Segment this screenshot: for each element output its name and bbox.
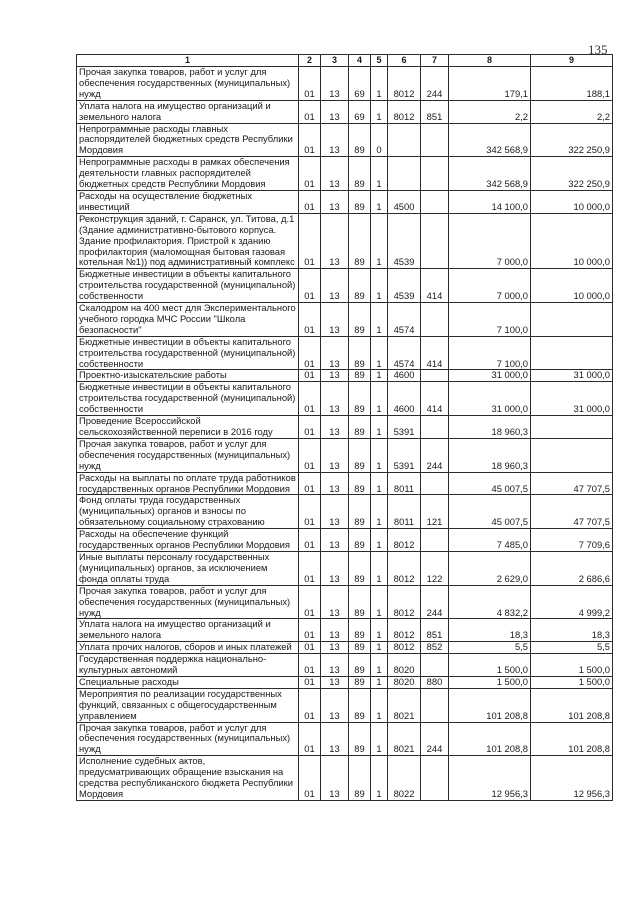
code-cell: 13 — [321, 676, 349, 688]
code-cell: 13 — [321, 213, 349, 269]
row-description: Расходы на обеспечение функций государственных органов Республики Мордовия — [77, 529, 299, 552]
amount-cell — [531, 303, 613, 337]
code-cell: 01 — [299, 67, 321, 101]
header-cell: 5 — [371, 55, 388, 67]
amount-cell: 12 956,3 — [449, 756, 531, 801]
code-cell: 89 — [349, 416, 371, 439]
code-cell: 89 — [349, 722, 371, 756]
code-cell: 4574 — [388, 336, 421, 370]
code-cell: 01 — [299, 269, 321, 303]
code-cell — [421, 756, 449, 801]
table-row — [77, 676, 613, 688]
row-description: Непрограммные расходы в рамках обеспечения деятельности главных распорядителей бюджетных средств Республики Мордовия — [77, 157, 299, 191]
row-description: Прочая закупка товаров, работ и услуг для обеспечения государственных (муниципальных) нужд — [77, 438, 299, 472]
code-cell: 8021 — [388, 722, 421, 756]
code-cell: 89 — [349, 495, 371, 529]
row-description: Проведение Всероссийской сельскохозяйственной переписи в 2016 году — [77, 416, 299, 439]
code-cell: 13 — [321, 722, 349, 756]
table-row — [77, 654, 613, 677]
amount-cell: 5,5 — [531, 642, 613, 654]
code-cell: 121 — [421, 495, 449, 529]
code-cell: 244 — [421, 722, 449, 756]
code-cell: 13 — [321, 370, 349, 382]
amount-cell: 2,2 — [449, 100, 531, 123]
code-cell: 4500 — [388, 190, 421, 213]
code-cell: 1 — [371, 370, 388, 382]
row-description: Прочая закупка товаров, работ и услуг для обеспечения государственных (муниципальных) нужд — [77, 722, 299, 756]
code-cell: 1 — [371, 642, 388, 654]
table-row — [77, 529, 613, 552]
row-description: Реконструкция зданий, г. Саранск, ул. Титова, д.1 (Здание административно-бытового корпуса. Здание профилактория. Пристрой к зданию профилактория (маломощная бытовая газовая котельная №1)) под административный комплекс — [77, 213, 299, 269]
code-cell: 8020 — [388, 676, 421, 688]
amount-cell: 2,2 — [531, 100, 613, 123]
code-cell: 01 — [299, 157, 321, 191]
code-cell: 89 — [349, 676, 371, 688]
table-row — [77, 190, 613, 213]
code-cell: 852 — [421, 642, 449, 654]
code-cell: 1 — [371, 676, 388, 688]
code-cell: 8022 — [388, 756, 421, 801]
code-cell: 13 — [321, 157, 349, 191]
row-description: Скалодром на 400 мест для Экспериментального учебного городка МЧС России "Школа безопасности" — [77, 303, 299, 337]
amount-cell: 10 000,0 — [531, 190, 613, 213]
code-cell: 13 — [321, 756, 349, 801]
table-row — [77, 585, 613, 619]
code-cell: 244 — [421, 438, 449, 472]
row-description: Проектно-изыскательские работы — [77, 370, 299, 382]
code-cell: 01 — [299, 382, 321, 416]
code-cell: 8011 — [388, 495, 421, 529]
table-row — [77, 370, 613, 382]
code-cell: 244 — [421, 585, 449, 619]
code-cell: 13 — [321, 688, 349, 722]
code-cell: 1 — [371, 416, 388, 439]
code-cell: 1 — [371, 722, 388, 756]
table-row — [77, 756, 613, 801]
code-cell: 01 — [299, 495, 321, 529]
code-cell: 01 — [299, 688, 321, 722]
amount-cell: 18,3 — [531, 619, 613, 642]
table-row — [77, 269, 613, 303]
amount-cell — [531, 438, 613, 472]
code-cell — [388, 123, 421, 157]
table-row — [77, 688, 613, 722]
row-description: Бюджетные инвестиции в объекты капитального строительства государственной (муниципальной) собственности — [77, 336, 299, 370]
header-cell: 3 — [321, 55, 349, 67]
code-cell: 89 — [349, 654, 371, 677]
amount-cell: 1 500,0 — [531, 654, 613, 677]
amount-cell: 7 100,0 — [449, 303, 531, 337]
amount-cell: 4 832,2 — [449, 585, 531, 619]
amount-cell: 47 707,5 — [531, 472, 613, 495]
code-cell — [421, 370, 449, 382]
table-row — [77, 213, 613, 269]
table-row — [77, 416, 613, 439]
code-cell: 1 — [371, 495, 388, 529]
code-cell: 851 — [421, 619, 449, 642]
code-cell: 122 — [421, 551, 449, 585]
code-cell: 1 — [371, 619, 388, 642]
header-cell: 8 — [449, 55, 531, 67]
row-description: Прочая закупка товаров, работ и услуг для обеспечения государственных (муниципальных) нужд — [77, 67, 299, 101]
table-row — [77, 303, 613, 337]
amount-cell: 101 208,8 — [531, 722, 613, 756]
amount-cell: 18 960,3 — [449, 438, 531, 472]
row-description: Государственная поддержка национально-культурных автономий — [77, 654, 299, 677]
code-cell: 13 — [321, 382, 349, 416]
code-cell: 5391 — [388, 438, 421, 472]
amount-cell: 31 000,0 — [531, 382, 613, 416]
amount-cell: 188,1 — [531, 67, 613, 101]
code-cell: 89 — [349, 370, 371, 382]
amount-cell: 7 485,0 — [449, 529, 531, 552]
amount-cell: 1 500,0 — [449, 654, 531, 677]
code-cell: 0 — [371, 123, 388, 157]
code-cell: 8020 — [388, 654, 421, 677]
row-description: Бюджетные инвестиции в объекты капитального строительства государственной (муниципальной) собственности — [77, 382, 299, 416]
code-cell: 880 — [421, 676, 449, 688]
code-cell: 01 — [299, 303, 321, 337]
code-cell: 01 — [299, 756, 321, 801]
code-cell: 8012 — [388, 100, 421, 123]
row-description: Бюджетные инвестиции в объекты капитального строительства государственной (муниципальной) собственности — [77, 269, 299, 303]
code-cell: 01 — [299, 123, 321, 157]
header-cell: 4 — [349, 55, 371, 67]
code-cell: 01 — [299, 472, 321, 495]
code-cell: 89 — [349, 190, 371, 213]
amount-cell: 12 956,3 — [531, 756, 613, 801]
code-cell: 13 — [321, 495, 349, 529]
code-cell: 13 — [321, 654, 349, 677]
code-cell: 89 — [349, 336, 371, 370]
code-cell: 1 — [371, 688, 388, 722]
amount-cell: 322 250,9 — [531, 157, 613, 191]
code-cell — [421, 303, 449, 337]
amount-cell: 342 568,9 — [449, 157, 531, 191]
code-cell: 89 — [349, 438, 371, 472]
code-cell: 01 — [299, 370, 321, 382]
code-cell: 13 — [321, 438, 349, 472]
code-cell: 89 — [349, 756, 371, 801]
code-cell: 414 — [421, 382, 449, 416]
amount-cell: 342 568,9 — [449, 123, 531, 157]
code-cell — [388, 157, 421, 191]
code-cell: 89 — [349, 551, 371, 585]
amount-cell: 7 000,0 — [449, 269, 531, 303]
header-cell: 9 — [531, 55, 613, 67]
row-description: Уплата налога на имущество организаций и земельного налога — [77, 619, 299, 642]
code-cell: 8012 — [388, 529, 421, 552]
code-cell: 89 — [349, 123, 371, 157]
code-cell: 8012 — [388, 67, 421, 101]
amount-cell: 101 208,8 — [449, 688, 531, 722]
code-cell: 1 — [371, 67, 388, 101]
amount-cell: 45 007,5 — [449, 495, 531, 529]
amount-cell: 31 000,0 — [531, 370, 613, 382]
code-cell: 8012 — [388, 619, 421, 642]
table-row — [77, 722, 613, 756]
table-row — [77, 100, 613, 123]
table-row — [77, 642, 613, 654]
code-cell: 1 — [371, 654, 388, 677]
code-cell — [421, 688, 449, 722]
amount-cell: 47 707,5 — [531, 495, 613, 529]
table-row — [77, 157, 613, 191]
amount-cell: 18,3 — [449, 619, 531, 642]
code-cell: 01 — [299, 642, 321, 654]
code-cell: 8012 — [388, 642, 421, 654]
code-cell: 851 — [421, 100, 449, 123]
table-row — [77, 336, 613, 370]
amount-cell: 31 000,0 — [449, 370, 531, 382]
amount-cell: 1 500,0 — [449, 676, 531, 688]
code-cell: 89 — [349, 157, 371, 191]
code-cell: 13 — [321, 190, 349, 213]
code-cell: 1 — [371, 190, 388, 213]
code-cell: 01 — [299, 654, 321, 677]
code-cell — [421, 190, 449, 213]
amount-cell: 7 709,6 — [531, 529, 613, 552]
code-cell: 01 — [299, 336, 321, 370]
code-cell: 414 — [421, 269, 449, 303]
code-cell: 13 — [321, 585, 349, 619]
code-cell: 13 — [321, 416, 349, 439]
page-number: 135 — [588, 42, 608, 57]
amount-cell: 31 000,0 — [449, 382, 531, 416]
code-cell: 13 — [321, 551, 349, 585]
code-cell — [421, 213, 449, 269]
code-cell: 01 — [299, 619, 321, 642]
amount-cell: 101 208,8 — [531, 688, 613, 722]
amount-cell: 322 250,9 — [531, 123, 613, 157]
code-cell: 4600 — [388, 382, 421, 416]
code-cell: 13 — [321, 269, 349, 303]
code-cell: 1 — [371, 438, 388, 472]
row-description: Уплата налога на имущество организаций и земельного налога — [77, 100, 299, 123]
table-row — [77, 67, 613, 101]
amount-cell — [531, 336, 613, 370]
amount-cell: 14 100,0 — [449, 190, 531, 213]
code-cell: 1 — [371, 529, 388, 552]
code-cell: 13 — [321, 472, 349, 495]
code-cell — [421, 416, 449, 439]
code-cell: 89 — [349, 529, 371, 552]
amount-cell: 10 000,0 — [531, 213, 613, 269]
code-cell: 5391 — [388, 416, 421, 439]
code-cell: 89 — [349, 472, 371, 495]
code-cell: 89 — [349, 269, 371, 303]
code-cell: 414 — [421, 336, 449, 370]
code-cell: 01 — [299, 676, 321, 688]
amount-cell: 2 686,6 — [531, 551, 613, 585]
code-cell: 89 — [349, 619, 371, 642]
amount-cell: 10 000,0 — [531, 269, 613, 303]
amount-cell — [531, 416, 613, 439]
code-cell: 8012 — [388, 585, 421, 619]
table-row — [77, 495, 613, 529]
row-description: Расходы на выплаты по оплате труда работников государственных органов Республики Мордовия — [77, 472, 299, 495]
code-cell: 89 — [349, 303, 371, 337]
code-cell: 1 — [371, 213, 388, 269]
amount-cell: 4 999,2 — [531, 585, 613, 619]
code-cell: 89 — [349, 382, 371, 416]
code-cell: 8021 — [388, 688, 421, 722]
code-cell: 89 — [349, 642, 371, 654]
table-row — [77, 551, 613, 585]
table-body — [77, 67, 613, 801]
code-cell: 1 — [371, 269, 388, 303]
code-cell: 1 — [371, 100, 388, 123]
amount-cell: 18 960,3 — [449, 416, 531, 439]
table-row — [77, 382, 613, 416]
header-cell: 2 — [299, 55, 321, 67]
code-cell — [421, 529, 449, 552]
amount-cell: 7 000,0 — [449, 213, 531, 269]
row-description: Специальные расходы — [77, 676, 299, 688]
code-cell: 13 — [321, 619, 349, 642]
code-cell: 4574 — [388, 303, 421, 337]
code-cell — [421, 472, 449, 495]
row-description: Непрограммные расходы главных распорядителей бюджетных средств Республики Мордовия — [77, 123, 299, 157]
amount-cell: 2 629,0 — [449, 551, 531, 585]
code-cell: 01 — [299, 722, 321, 756]
header-cell: 7 — [421, 55, 449, 67]
code-cell — [421, 654, 449, 677]
row-description: Расходы на осуществление бюджетных инвестиций — [77, 190, 299, 213]
amount-cell: 101 208,8 — [449, 722, 531, 756]
row-description: Исполнение судебных актов, предусматривающих обращение взыскания на средства республиканского бюджета Республики Мордовия — [77, 756, 299, 801]
amount-cell: 7 100,0 — [449, 336, 531, 370]
table-row — [77, 472, 613, 495]
code-cell — [421, 157, 449, 191]
code-cell: 1 — [371, 585, 388, 619]
code-cell: 1 — [371, 472, 388, 495]
header-cell: 6 — [388, 55, 421, 67]
code-cell — [421, 123, 449, 157]
table-row — [77, 438, 613, 472]
table-row — [77, 619, 613, 642]
code-cell: 1 — [371, 382, 388, 416]
code-cell: 89 — [349, 688, 371, 722]
code-cell: 89 — [349, 213, 371, 269]
code-cell: 13 — [321, 303, 349, 337]
code-cell: 1 — [371, 157, 388, 191]
code-cell: 1 — [371, 303, 388, 337]
amount-cell: 1 500,0 — [531, 676, 613, 688]
code-cell: 1 — [371, 756, 388, 801]
code-cell: 01 — [299, 438, 321, 472]
header-row — [77, 55, 613, 67]
amount-cell: 5,5 — [449, 642, 531, 654]
header-cell: 1 — [77, 55, 299, 67]
code-cell: 1 — [371, 336, 388, 370]
code-cell: 4600 — [388, 370, 421, 382]
code-cell: 13 — [321, 123, 349, 157]
code-cell: 01 — [299, 585, 321, 619]
row-description: Иные выплаты персоналу государственных (муниципальных) органов, за исключением фонда оплаты труда — [77, 551, 299, 585]
code-cell: 4539 — [388, 269, 421, 303]
code-cell: 01 — [299, 100, 321, 123]
code-cell: 13 — [321, 336, 349, 370]
code-cell: 01 — [299, 551, 321, 585]
code-cell: 01 — [299, 416, 321, 439]
code-cell: 244 — [421, 67, 449, 101]
code-cell: 1 — [371, 551, 388, 585]
code-cell: 13 — [321, 100, 349, 123]
row-description: Уплата прочих налогов, сборов и иных платежей — [77, 642, 299, 654]
row-description: Прочая закупка товаров, работ и услуг для обеспечения государственных (муниципальных) нужд — [77, 585, 299, 619]
code-cell: 4539 — [388, 213, 421, 269]
code-cell: 8011 — [388, 472, 421, 495]
code-cell: 01 — [299, 213, 321, 269]
code-cell: 8012 — [388, 551, 421, 585]
code-cell: 13 — [321, 529, 349, 552]
code-cell: 01 — [299, 190, 321, 213]
code-cell: 01 — [299, 529, 321, 552]
budget-table — [76, 54, 613, 801]
code-cell: 13 — [321, 642, 349, 654]
code-cell: 69 — [349, 100, 371, 123]
table-row — [77, 123, 613, 157]
code-cell: 13 — [321, 67, 349, 101]
row-description: Фонд оплаты труда государственных (муниципальных) органов и взносы по обязательному социальному страхованию — [77, 495, 299, 529]
code-cell: 89 — [349, 585, 371, 619]
code-cell: 69 — [349, 67, 371, 101]
row-description: Мероприятия по реализации государственных функций, связанных с общегосударственным управлением — [77, 688, 299, 722]
amount-cell: 45 007,5 — [449, 472, 531, 495]
amount-cell: 179,1 — [449, 67, 531, 101]
